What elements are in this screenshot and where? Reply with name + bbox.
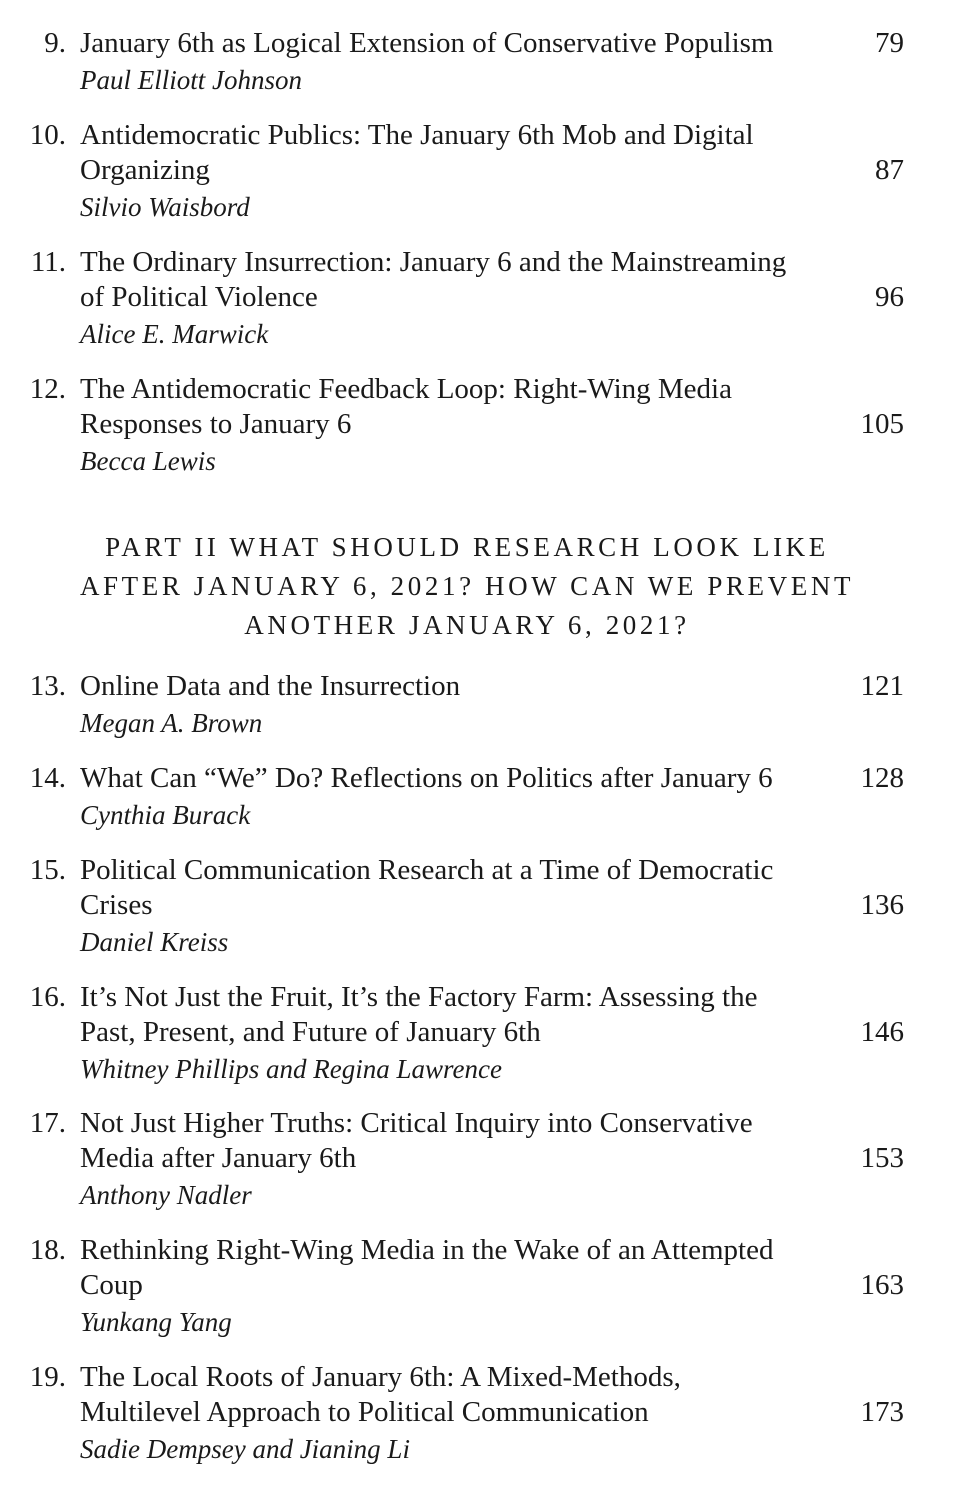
chapter-title [80, 1106, 850, 1176]
chapter-author: Yunkang Yang [80, 1307, 232, 1337]
chapter-title [80, 980, 850, 1050]
chapter-title [80, 853, 850, 923]
chapter-title-line: Organizing [80, 154, 210, 186]
chapter-title-line: The Local Roots of January 6th: A Mixed-Methods, [80, 1361, 681, 1393]
chapter-title-line: It’s Not Just the Fruit, It’s the Factory Farm: Assessing the [80, 981, 758, 1013]
chapter-author: Megan A. Brown [80, 708, 263, 738]
page-number: 105 [860, 408, 904, 440]
chapter-title-line: Past, Present, and Future of January 6th [80, 1016, 541, 1048]
page-number: 173 [860, 1396, 904, 1428]
chapter-title-line: Crises [80, 889, 153, 921]
chapter-title-line: Responses to January 6 [80, 408, 352, 440]
chapter-title-line: What Can “We” Do? Reflections on Politics after January 6 [80, 762, 773, 794]
chapter-number: 14. [29, 762, 66, 794]
chapter-title-line: Online Data and the Insurrection [80, 670, 461, 702]
page-number: 153 [860, 1142, 904, 1174]
chapter-number: 16. [29, 981, 66, 1013]
chapter-title [80, 1233, 850, 1303]
chapter-author: Anthony Nadler [80, 1180, 252, 1210]
chapter-title [80, 669, 850, 704]
page-number: 163 [860, 1269, 904, 1301]
page-number: 79 [875, 27, 904, 59]
page-number: 121 [860, 670, 904, 702]
chapter-author: Alice E. Marwick [80, 319, 269, 349]
chapter-title [80, 372, 850, 442]
chapter-author: Silvio Waisbord [80, 192, 250, 222]
chapter-title-line: of Political Violence [80, 281, 318, 313]
chapter-title-line: The Ordinary Insurrection: January 6 and the Mainstreaming [80, 246, 787, 278]
chapter-number: 9. [44, 27, 66, 59]
part-heading-line: ANOTHER JANUARY 6, 2021? [244, 610, 690, 640]
chapter-title-line: Coup [80, 1269, 143, 1301]
chapter-number: 15. [29, 854, 66, 886]
chapter-author: Whitney Phillips and Regina Lawrence [80, 1054, 502, 1084]
part-heading [0, 528, 934, 645]
chapter-title [80, 1360, 850, 1430]
chapter-title-line: Antidemocratic Publics: The January 6th Mob and Digital [80, 119, 754, 151]
chapter-title-line: Not Just Higher Truths: Critical Inquiry into Conservative [80, 1107, 753, 1139]
page-number: 128 [860, 762, 904, 794]
chapter-title-line: Political Communication Research at a Time of Democratic [80, 854, 774, 886]
chapter-title-line: Rethinking Right-Wing Media in the Wake of an Attempted [80, 1234, 774, 1266]
chapter-title [80, 245, 850, 315]
chapter-number: 18. [29, 1234, 66, 1266]
chapter-title-line: Media after January 6th [80, 1142, 357, 1174]
page-number: 96 [875, 281, 904, 313]
page-number: 87 [875, 154, 904, 186]
chapter-title-line: Multilevel Approach to Political Communication [80, 1396, 649, 1428]
chapter-title [80, 26, 850, 61]
chapter-title [80, 761, 850, 796]
chapter-number: 11. [30, 246, 66, 278]
chapter-author: Sadie Dempsey and Jianing Li [80, 1434, 410, 1464]
chapter-number: 12. [29, 373, 66, 405]
chapter-title-line: The Antidemocratic Feedback Loop: Right-Wing Media [80, 373, 732, 405]
chapter-title-line: January 6th as Logical Extension of Conservative Populism [80, 27, 774, 59]
chapter-author: Daniel Kreiss [80, 927, 229, 957]
chapter-author: Cynthia Burack [80, 800, 251, 830]
chapter-author: Becca Lewis [80, 446, 216, 476]
chapter-number: 19. [29, 1361, 66, 1393]
page-number: 146 [860, 1016, 904, 1048]
part-heading-line: AFTER JANUARY 6, 2021? HOW CAN WE PREVENT [79, 571, 855, 601]
chapter-title [80, 118, 850, 188]
chapter-number: 13. [29, 670, 66, 702]
chapter-number: 10. [29, 119, 66, 151]
page-number: 136 [860, 889, 904, 921]
chapter-number: 17. [29, 1107, 66, 1139]
chapter-author: Paul Elliott Johnson [80, 65, 302, 95]
part-heading-line: PART II WHAT SHOULD RESEARCH LOOK LIKE [105, 532, 829, 562]
